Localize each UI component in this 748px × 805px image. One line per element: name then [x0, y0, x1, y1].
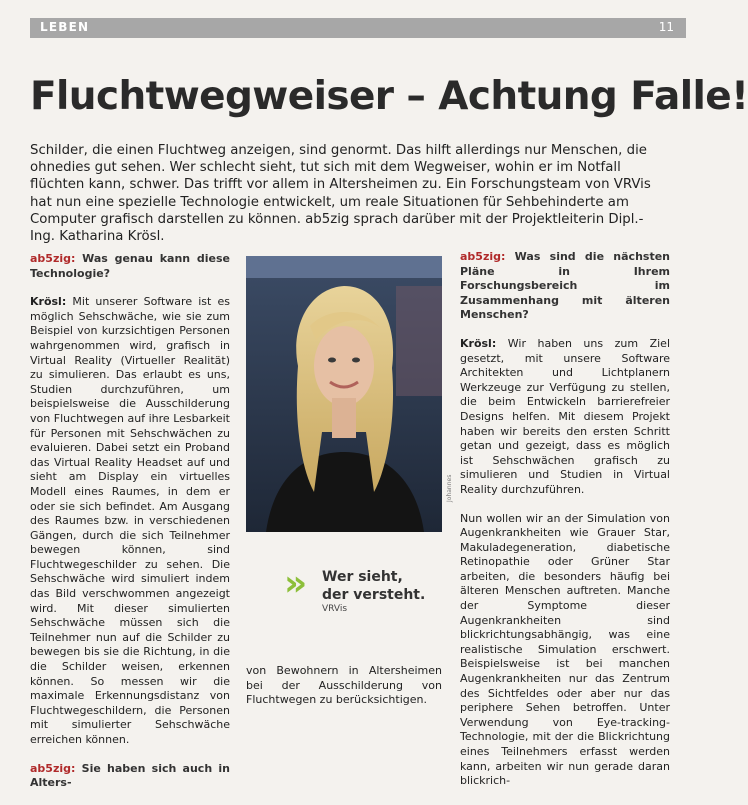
answer-1 — [30, 295, 230, 747]
question-1 — [30, 252, 230, 281]
text-column-right — [460, 250, 670, 803]
answer-speaker: Krösl: — [460, 336, 497, 350]
double-chevron-icon: » — [284, 563, 308, 604]
section-header-bar — [30, 18, 686, 38]
page-number: 11 — [658, 20, 674, 34]
question-3 — [460, 250, 670, 323]
answer-3a — [460, 337, 670, 498]
article-lead: Schilder, die einen Fluchtweg anzeigen, sind genormt. Das hilft allerdings nur Menschen, die ohnedies gut sehen. Wer schlecht sieht, tut sich mit dem Wegweiser, wohin er im Notfall flüchten kann, schwer. Das trifft vor allem in Altersheimen zu. Ein Forschungsteam von VRVis hat nun eine spezielle Technologie entwickelt, um reale Situationen für Sehbehinderte am Computer grafisch darstellen zu können. ab5zig sprach darüber mit der Projektleiterin Dipl.-Ing. Katharina Krösl. — [30, 143, 651, 245]
question-text: Was sind die nächsten Pläne in Ihrem Forschungsbereich im Zusammenhang mit älteren Menschen? — [460, 250, 670, 322]
question-speaker: ab5zig: — [30, 252, 76, 265]
question-speaker: ab5zig: — [30, 761, 76, 775]
section-label: LEBEN — [40, 20, 90, 34]
pull-quote-line-1: Wer sieht, — [322, 569, 403, 585]
answer-text: Mit unserer Software ist es möglich Sehschwäche, wie sie zum Beispiel von kurzsichtigen Personen wahrgenommen wird, grafisch in Virtual Reality (Virtueller Realität) zu simulieren. Das erlaubt es uns, Studien durchzuführen, um beispielsweise die Ausschilderung von Fluchtwegen auf ihre Lesbarkeit für Personen mit Sehschwächen zu evaluieren. Dabei setzt ein Proband das Virtual Reality Headset auf und sieht am Display ein virtuelles Modell eines Raumes, in dem er oder sie sich befindet. Am Ausgang des Raumes bzw. in verschiedenen Gängen, durch die sich Teilnehmer bewegen können, sind Fluchtwegeschilder zu sehen. Die Sehschwäche wird simuliert indem das Bild verschwommen angezeigt wird. Mit dieser simulierten Sehschwäche müssen sich die Teilnehmer nun auf die Schilder zu bewegen bis sie die Richtung, in die die Schilder weisen, erkennen können. So messen wir die maximale Erkennungsdistanz von Fluchtwegeschildern, die Personen mit simulierter Sehschwäche erreichen können. — [30, 295, 231, 746]
pull-quote-text — [322, 568, 425, 604]
answer-speaker: Krösl: — [30, 295, 67, 309]
question-text: Was genau kann diese Technologie? — [30, 252, 230, 280]
pull-quote-source: VRVis — [322, 604, 348, 614]
middle-paragraph: von Bewohnern in Altersheimen bei der Ausschilderung von Fluchtwegen zu berücksichtigen. — [246, 664, 442, 707]
pull-quote — [246, 544, 442, 640]
question-2 — [30, 762, 230, 791]
pull-quote-line-2: der versteht. — [322, 587, 426, 603]
photo-credit: Johannes — [446, 474, 453, 502]
portrait-photo — [246, 256, 442, 532]
answer-text: Wir haben uns zum Ziel gesetzt, mit unsere Software Architekten und Lichtplanern Werkzeuge zur Verfügung zu stellen, die beim Entwickeln barrierefreier Designs helfen. Mit diesem Projekt haben wir bereits den ersten Schritt getan und gezeigt, dass es möglich ist Sehschwächen grafisch zu simulieren und Studien in Virtual Reality durchzuführen. — [460, 336, 670, 496]
answer-3b: Nun wollen wir an der Simulation von Augenkrankheiten wie Grauer Star, Makuladegeneration, diabetische Retinopathie oder Grüner Star arbeiten, die besonders häufig bei älteren Menschen auftreten. Manche der Symptome dieser Augenkrankheiten sind blickrichtungsabhängig, was eine realistische Simulation erschwert. Beispielsweise ist bei manchen Augenkrankheiten nur das Zentrum des Sichtfeldes oder aber nur das periphere Sehen betroffen. Unter Verwendung von Eye-tracking-Technologie, mit der die Blickrichtung eines Teilnehmers erfasst werden kann, arbeiten wir nun gerade daran blickrich- — [460, 511, 670, 788]
text-column-left — [30, 252, 230, 805]
question-speaker: ab5zig: — [460, 250, 506, 263]
article-headline: Fluchtwegweiser – Achtung Falle! — [30, 74, 748, 119]
question-text: Sie haben sich auch in Alters- — [30, 761, 230, 790]
text-column-middle — [246, 664, 442, 722]
